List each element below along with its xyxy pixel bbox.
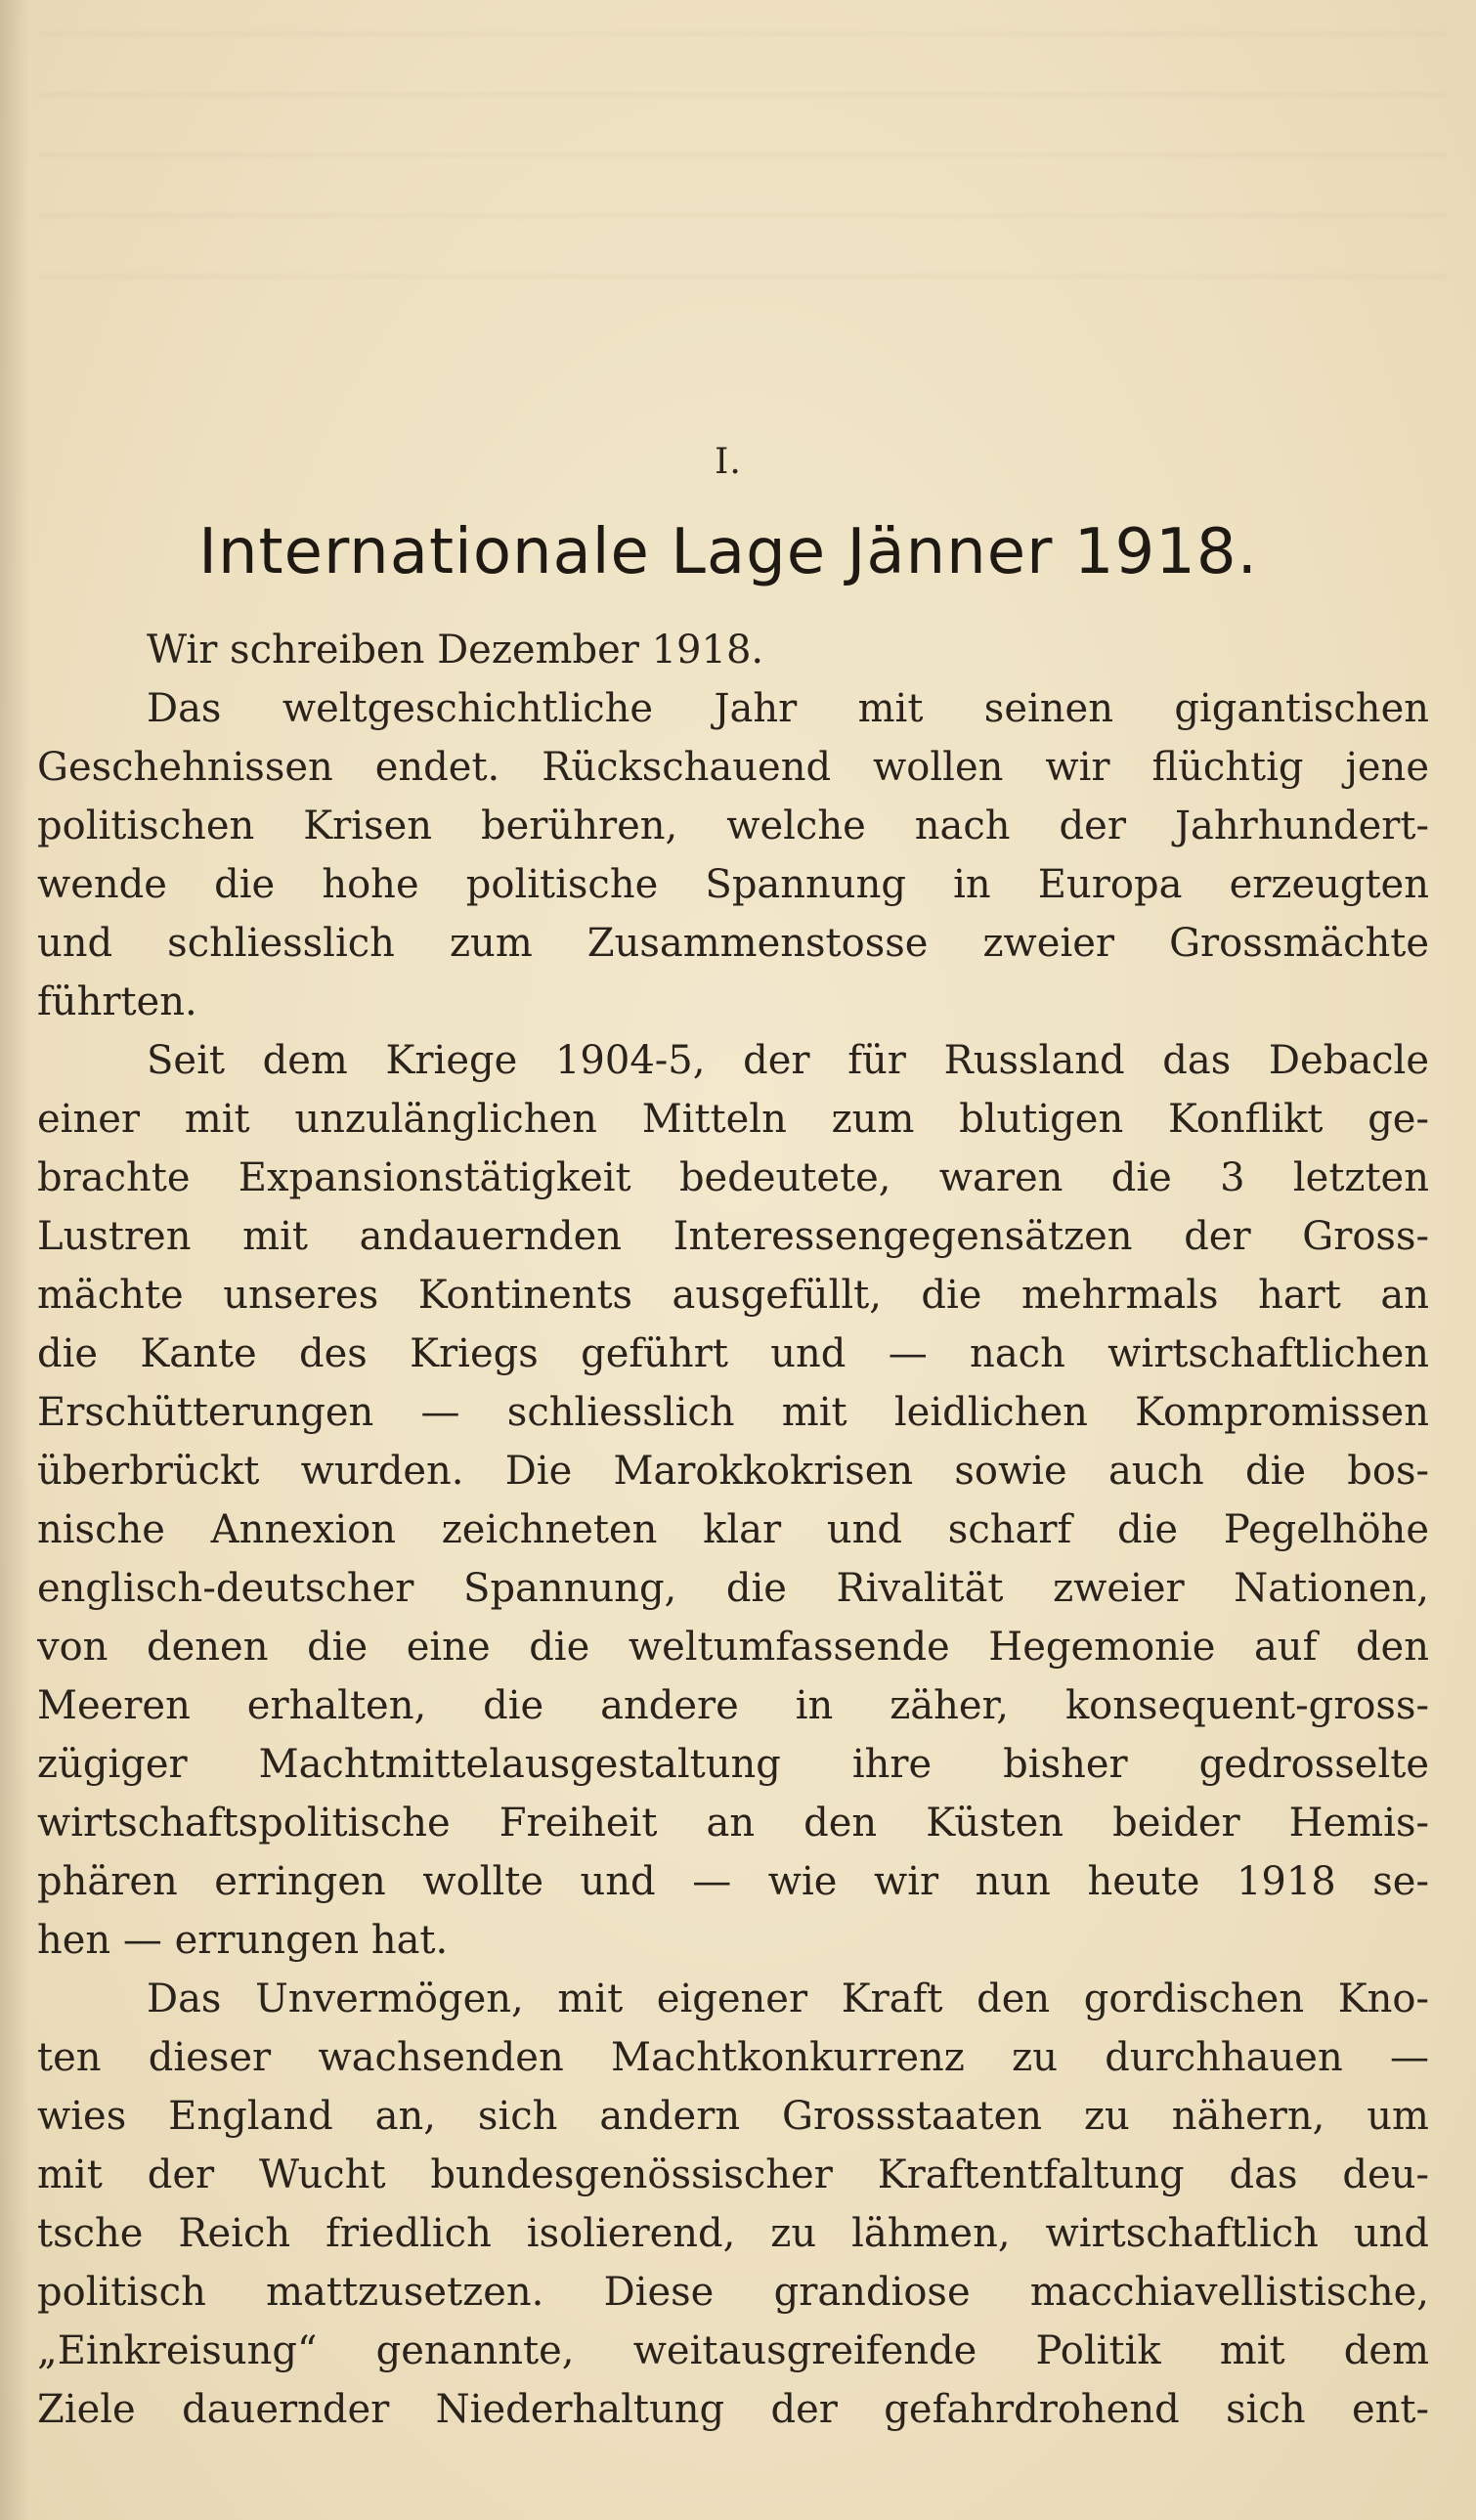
text-line: die Kante des Kriegs geführt und — nach wirtschaftlichen [37,1331,1429,1376]
text-line: brachte Expansionstätigkeit bedeutete, waren die 3 letzten [37,1155,1429,1200]
body-text [37,621,1429,2439]
text-line: politisch mattzusetzen. Diese grandiose macchiavellistische, [37,2270,1429,2315]
text-line: Ziele dauernder Niederhaltung der gefahrdrohend sich ent- [37,2387,1429,2432]
text-line: wies England an, sich andern Grossstaaten zu nähern, um [37,2094,1429,2139]
text-line: politischen Krisen berühren, welche nach der Jahrhundert- [37,804,1429,848]
text-line: Geschehnissen endet. Rückschauend wollen wir flüchtig jene [37,745,1429,790]
text-line: phären erringen wollte und — wie wir nun heute 1918 se- [37,1859,1429,1904]
text-line: überbrückt wurden. Die Marokkokrisen sowie auch die bos- [37,1449,1429,1494]
chapter-number: I. [715,442,742,482]
chapter-title: Internationale Lage Jänner 1918. [198,516,1258,588]
text-line: tsche Reich friedlich isolierend, zu lähmen, wirtschaftlich und [37,2211,1429,2256]
text-line: wende die hohe politische Spannung in Europa erzeugten [37,862,1429,907]
text-line: einer mit unzulänglichen Mitteln zum blutigen Konflikt ge- [37,1097,1429,1142]
text-line: englisch-deutscher Spannung, die Rivalität zweier Nationen, [37,1566,1429,1611]
text-line: Seit dem Kriege 1904-5, der für Russland das Debacle [147,1038,1429,1083]
text-line: Erschütterungen — schliesslich mit leidlichen Kompromissen [37,1390,1429,1435]
bleed-through-text [39,0,1447,293]
text-line: hen — errungen hat. [37,1918,449,1963]
text-line: Das weltgeschichtliche Jahr mit seinen gigantischen [147,686,1429,731]
text-line: Meeren erhalten, die andere in zäher, konsequent-gross- [37,1683,1429,1728]
text-line: „Einkreisung“ genannte, weitausgreifende Politik mit dem [37,2328,1429,2373]
text-line: und schliesslich zum Zusammenstosse zweier Grossmächte [37,921,1429,966]
page-gutter [0,0,29,2520]
text-line: ten dieser wachsenden Machtkonkurrenz zu durchhauen — [37,2035,1429,2080]
text-line: mächte unseres Kontinents ausgefüllt, die mehrmals hart an [37,1273,1429,1318]
text-line: Das Unvermögen, mit eigener Kraft den gordischen Kno- [147,1977,1429,2021]
text-line: von denen die eine die weltumfassende Hegemonie auf den [37,1625,1429,1670]
text-line: wirtschaftspolitische Freiheit an den Küsten beider Hemis- [37,1801,1429,1846]
text-line: nische Annexion zeichneten klar und scharf die Pegelhöhe [37,1507,1429,1552]
text-line: mit der Wucht bundesgenössischer Kraftentfaltung das deu- [37,2152,1429,2197]
text-line: Lustren mit andauernden Interessengegensätzen der Gross- [37,1214,1429,1259]
text-line: zügiger Machtmittelausgestaltung ihre bisher gedrosselte [37,1742,1429,1787]
text-line: Wir schreiben Dezember 1918. [147,628,764,673]
text-line: führten. [37,979,197,1024]
